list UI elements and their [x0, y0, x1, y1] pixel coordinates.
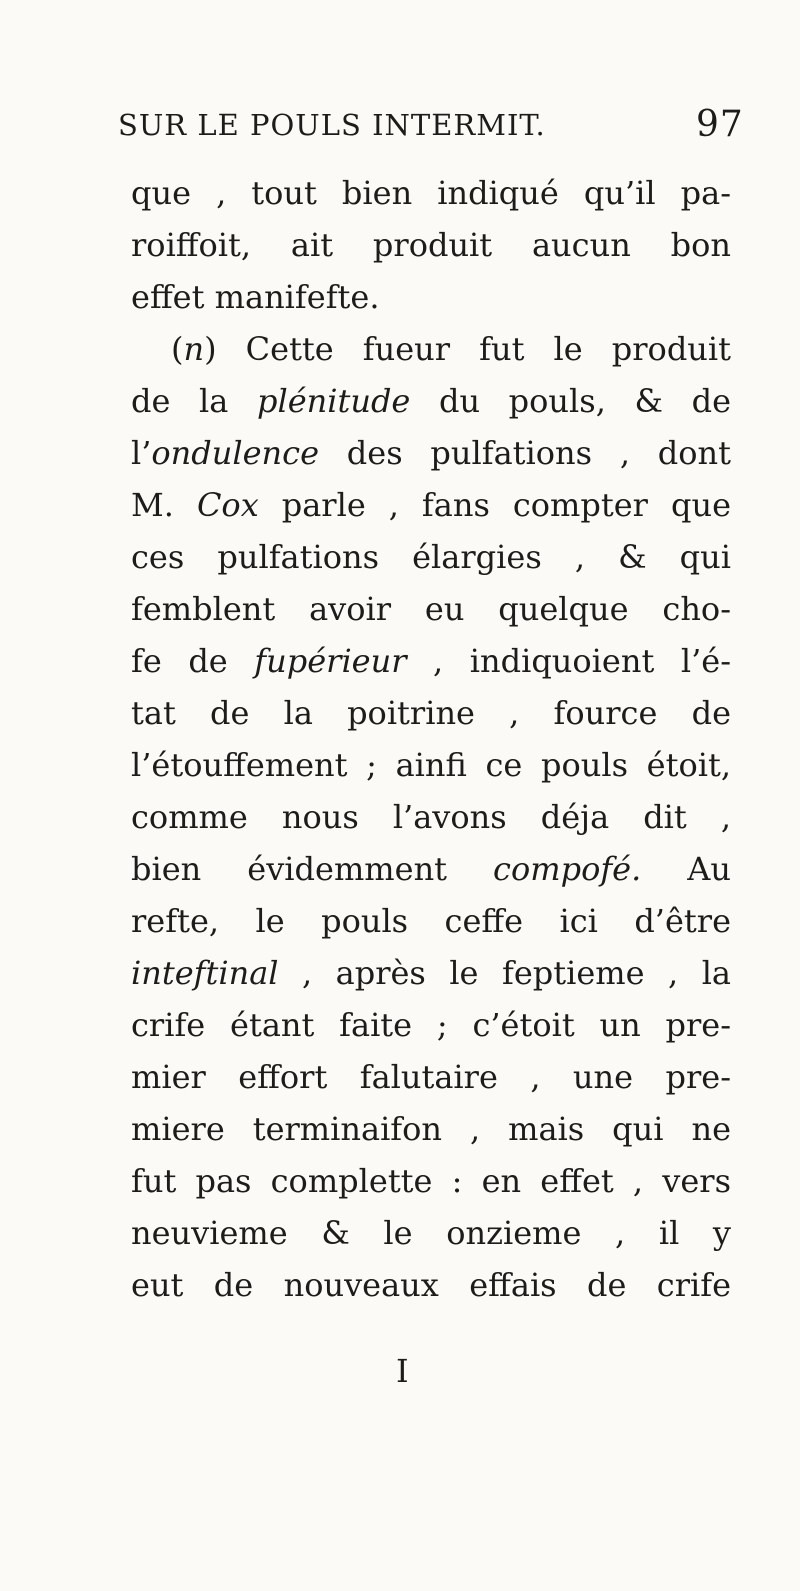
text-line: crife étant faite ; c’étoit un pre- [131, 1006, 731, 1044]
text-line: tat de la poitrine , fource de [131, 694, 731, 732]
text-line: comme nous l’avons déja dit , [131, 798, 731, 836]
text-line: que , tout bien indiqué qu’il pa- [131, 174, 731, 212]
page-number: 97 [696, 104, 744, 145]
running-header [118, 100, 744, 160]
text-line: bien évidemment compofé. Au [131, 850, 731, 888]
text-line: roiffoit, ait produit aucun bon [131, 226, 731, 264]
text-line: refte, le pouls ceffe ici d’être [131, 902, 731, 940]
text-line: neuvieme & le onzieme , il y [131, 1214, 731, 1252]
text-line: l’étouffement ; ainfi ce pouls étoit, [131, 746, 731, 784]
signature-mark: I [396, 1352, 409, 1390]
header-title: SUR LE POULS INTERMIT. [118, 108, 546, 142]
text-line: (n) Cette fueur fut le produit [171, 330, 731, 368]
text-line: fe de fupérieur , indiquoient l’é- [131, 642, 731, 680]
text-line: ces pulfations élargies , & qui [131, 538, 731, 576]
text-line: inteftinal , après le feptieme , la [131, 954, 731, 992]
text-line: l’ondulence des pulfations , dont [131, 434, 731, 472]
text-line: effet manifefte. [131, 278, 380, 316]
text-line: miere terminaifon , mais qui ne [131, 1110, 731, 1148]
text-line: mier effort falutaire , une pre- [131, 1058, 731, 1096]
text-line: eut de nouveaux effais de crife [131, 1266, 731, 1304]
text-line: femblent avoir eu quelque cho- [131, 590, 731, 628]
text-line: fut pas complette : en effet , vers [131, 1162, 731, 1200]
text-line: de la plénitude du pouls, & de [131, 382, 731, 420]
text-line: M. Cox parle , fans compter que [131, 486, 731, 524]
